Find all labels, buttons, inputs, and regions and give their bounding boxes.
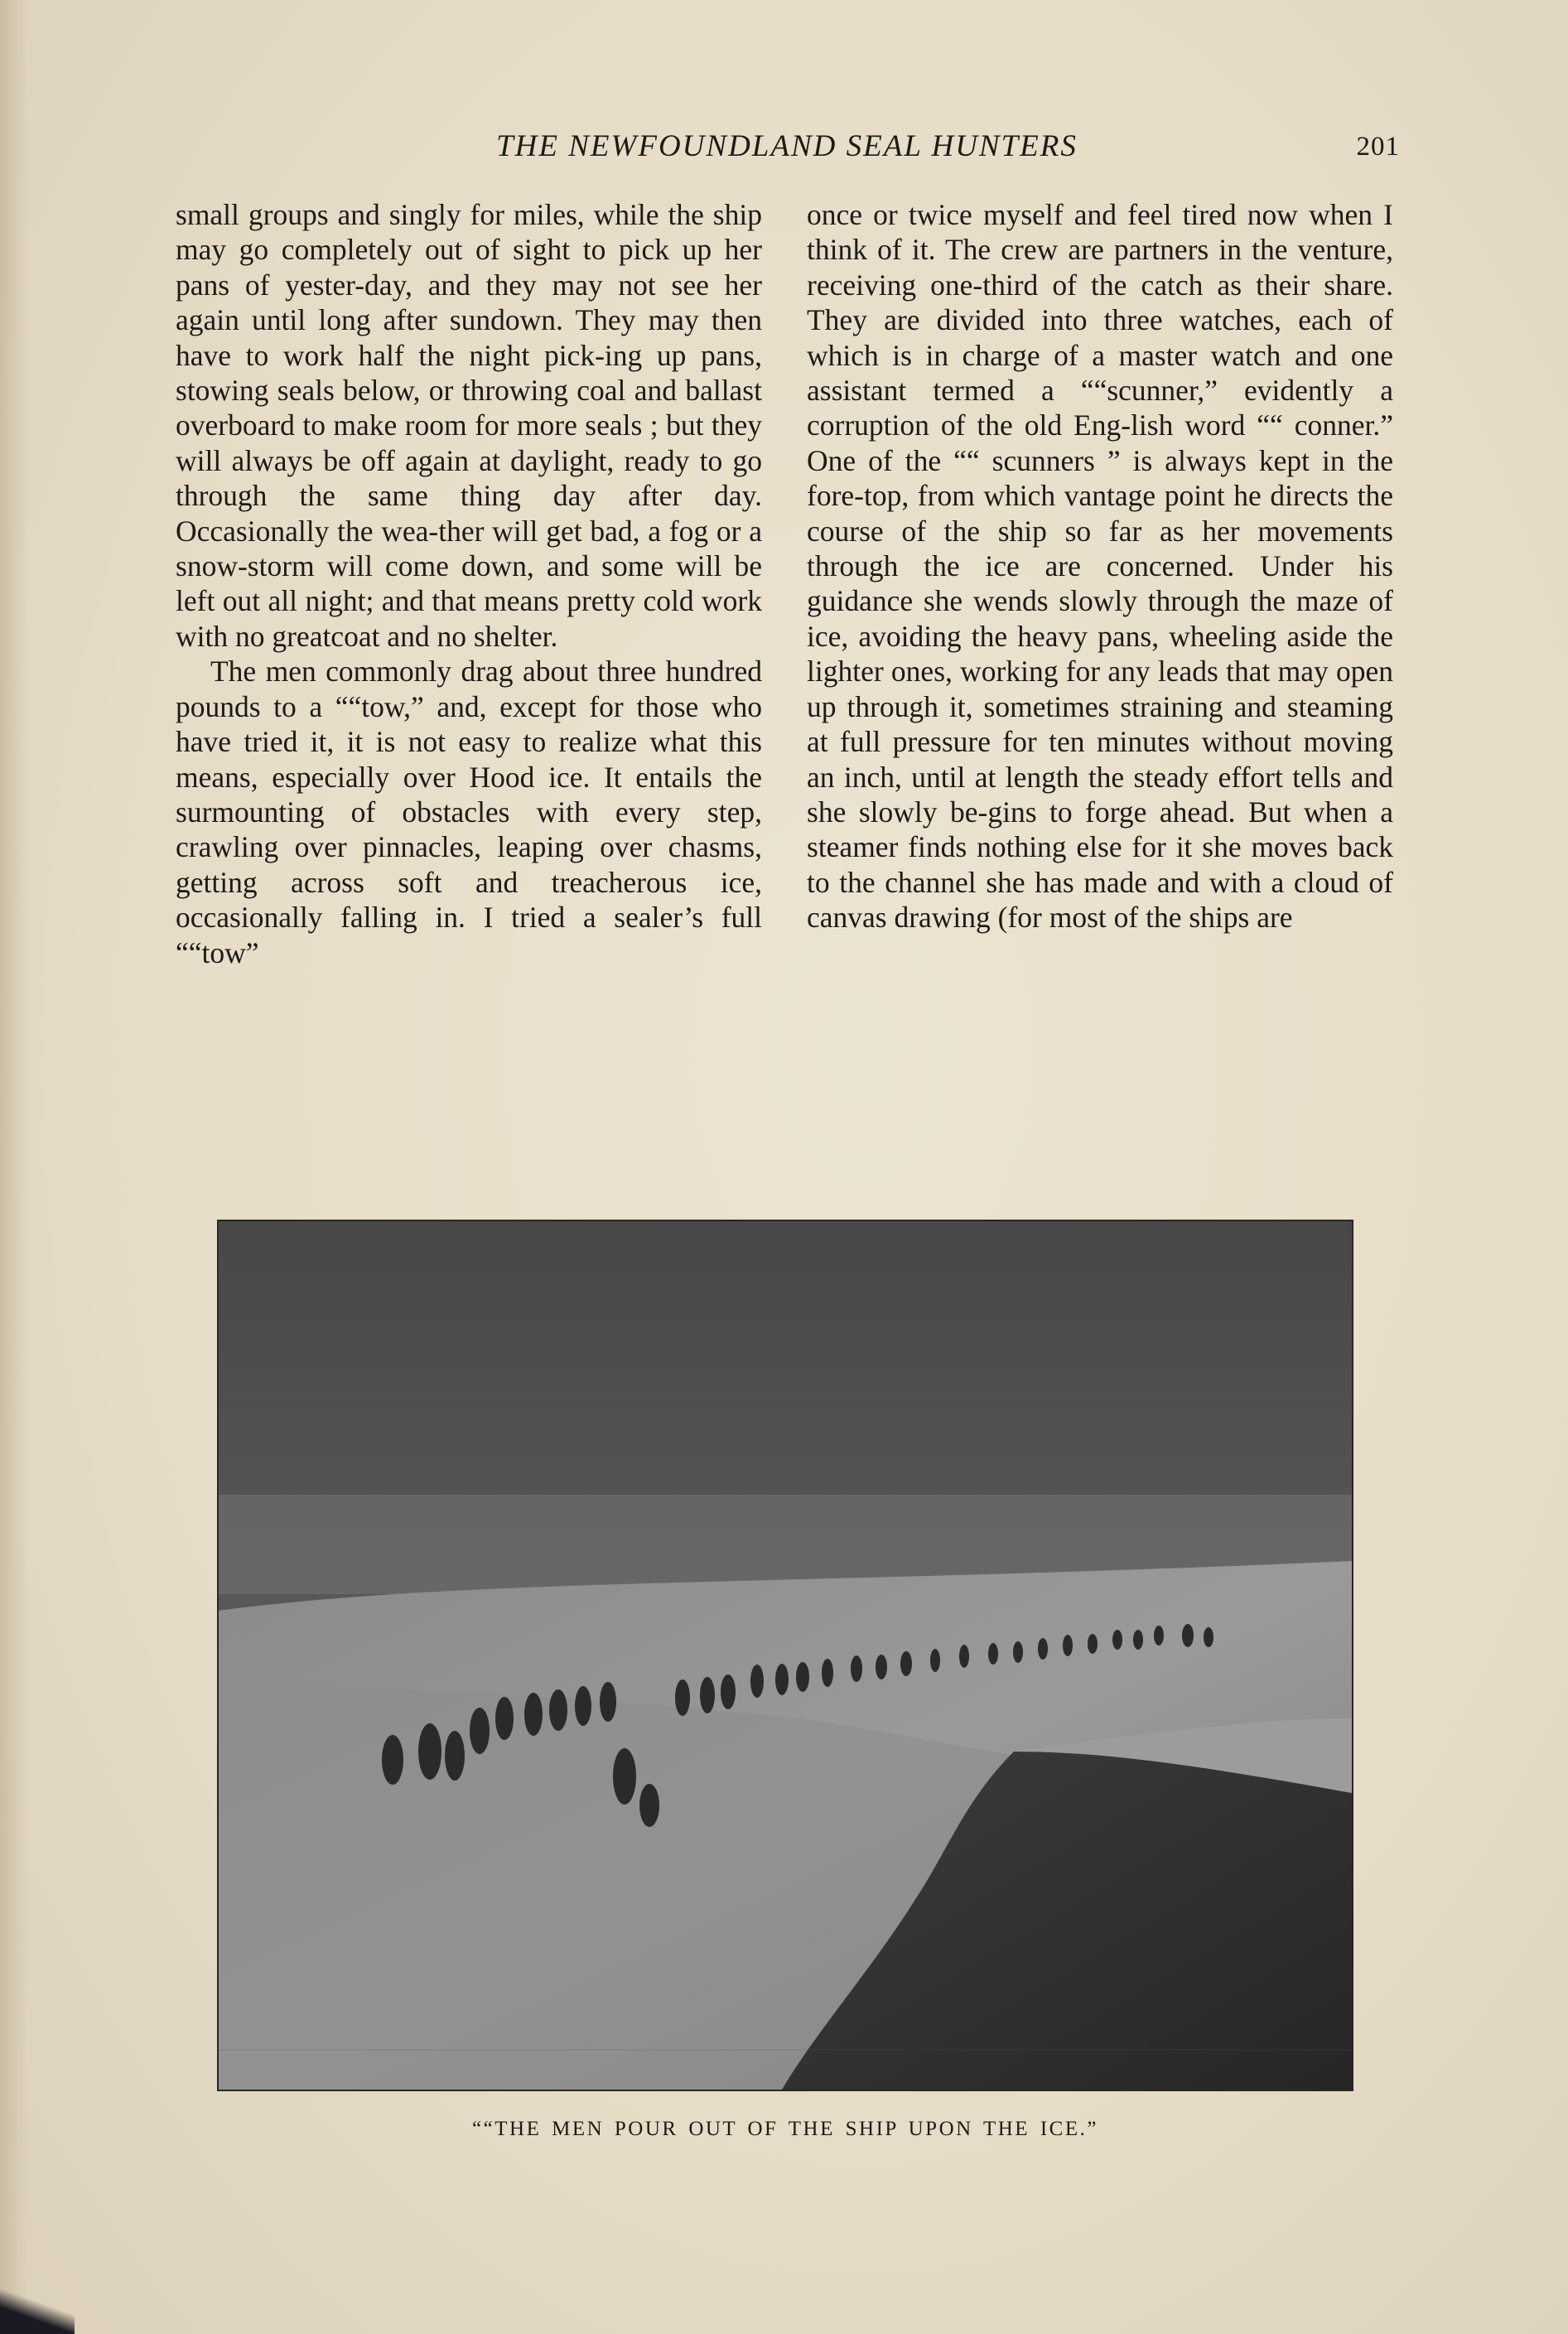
left-paragraph-2: The men commonly drag about three hundred pounds to a ““tow,” and, except for those who have tried it, it is not easy to realize what this means, especially over Hood ice. It entails the surmounting of obstacles with every step, crawling over pinnacles, leaping over chasms, getting across soft and treacherous ice, occasionally falling in. I tried a sealer’s full ““tow”	[176, 655, 762, 969]
page-corner-shadow	[0, 2284, 75, 2334]
figure-caption: ““THE MEN POUR OUT OF THE SHIP UPON THE ICE.”	[472, 2118, 1098, 2140]
running-head	[174, 128, 1400, 170]
page-number: 201	[1356, 132, 1400, 162]
binding-shadow	[0, 0, 28, 2334]
left-column	[176, 197, 762, 970]
running-head-title: THE NEWFOUNDLAND SEAL HUNTERS	[496, 129, 1078, 163]
photograph-illustration	[219, 1221, 1352, 2090]
left-paragraph-1: small groups and singly for miles, while the ship may go completely out of sight to pick up her pans of yester-day, and they may not see her again until long after sundown. They may then have to work half the night pick-ing up pans, stowing seals below, or throwing coal and ballast overboard to make room for more seals ; but they will always be off again at daylight, ready to go through the same thing day after day. Occasionally the wea-ther will get bad, a fog or a snow-storm will come down, and some will be left out all night; and that means pretty cold work with no greatcoat and no shelter.	[176, 198, 762, 653]
right-paragraph-1: once or twice myself and feel tired now when I think of it. The crew are partners in the venture, receiving one-third of the catch as their share. They are divided into three watches, each of which is in charge of a master watch and one assistant termed a ““scunner,” evidently a corruption of the old Eng-lish word ““ conner.” One of the ““ scunners ” is always kept in the fore-top, from which vantage point he directs the course of the ship so far as her movements through the ice are concerned. Under his guidance she wends slowly through the maze of ice, avoiding the heavy pans, wheeling aside the lighter ones, working for any leads that may open up through it, sometimes straining and steaming at full pressure for ten minutes without moving an inch, until at length the steady effort tells and she slowly be-gins to forge ahead. But when a steamer finds nothing else for it she moves back to the channel she has made and with a cloud of canvas drawing (for most of the ships are	[807, 198, 1393, 935]
right-column	[807, 197, 1393, 935]
photograph	[217, 1220, 1353, 2091]
